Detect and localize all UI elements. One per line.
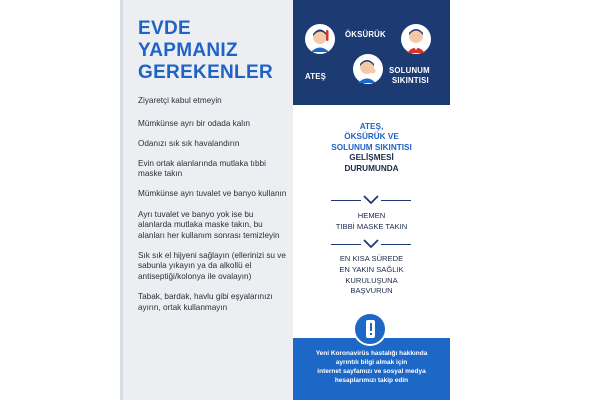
guideline-item: Tabak, bardak, havlu gibi eşyalarınızı ayırın, ortak kullanmayın bbox=[138, 292, 273, 312]
title-line: EVDE bbox=[138, 18, 191, 39]
breathing-label-line2: SIKINTISI bbox=[392, 76, 429, 85]
guideline-list bbox=[138, 96, 288, 323]
guideline-item: Ziyaretçi kabul etmeyin bbox=[138, 96, 222, 105]
title-line: YAPMANIZ bbox=[138, 40, 238, 61]
condition-line: ATEŞ, bbox=[359, 122, 384, 131]
breathing-label-line1: SOLUNUM bbox=[389, 66, 430, 75]
action-line: BAŞVURUN bbox=[350, 286, 393, 296]
divider-right bbox=[381, 200, 411, 201]
info-text bbox=[303, 349, 440, 385]
condition-line: SOLUNUM SIKINTISI bbox=[331, 142, 412, 152]
divider-right bbox=[381, 244, 411, 245]
warning-box bbox=[366, 320, 375, 338]
warning-icon bbox=[353, 312, 387, 346]
home-guidelines-panel bbox=[120, 0, 293, 400]
poster bbox=[120, 0, 450, 400]
guideline-item: Mümkünse ayrı bir odada kalın bbox=[138, 118, 250, 128]
info-line: hesaplarımızı takip edin bbox=[334, 377, 409, 384]
condition-line: DURUMUNDA bbox=[344, 163, 399, 173]
action-mask bbox=[303, 211, 440, 233]
condition-line: ÖKSÜRÜK VE bbox=[344, 132, 399, 142]
condition-line: GELİŞMESİ bbox=[349, 153, 394, 163]
guideline-item: Sık sık el hijyeni sağlayın (ellerinizi su ve sabunla yıkayın ya da alkollü el antiseptiği/kolonya ile ovalayın) bbox=[138, 250, 286, 282]
panel-title bbox=[138, 18, 288, 84]
symptoms-panel bbox=[293, 0, 450, 400]
action-visit bbox=[303, 254, 440, 297]
symptoms-header bbox=[293, 0, 450, 105]
breathing-icon bbox=[401, 24, 431, 54]
divider-left bbox=[331, 200, 361, 201]
warning-dot bbox=[370, 333, 372, 335]
action-line: HEMEN bbox=[357, 211, 386, 220]
guideline-item: Mümkünse ayrı tuvalet ve banyo kullanın bbox=[138, 189, 287, 199]
action-line: TIBBİ MASKE TAKIN bbox=[335, 221, 408, 231]
guideline-item: Evin ortak alanlarında mutlaka tıbbi maske takın bbox=[138, 158, 266, 179]
fever-label: ATEŞ bbox=[305, 72, 327, 81]
title-line: GEREKENLER bbox=[138, 62, 273, 83]
action-line: EN YAKIN SAĞLIK bbox=[339, 264, 404, 274]
cough-icon bbox=[353, 54, 383, 84]
warning-bar bbox=[370, 323, 372, 331]
info-line: internet sayfamızı ve sosyal medya bbox=[317, 368, 426, 375]
chevron-down-icon bbox=[363, 239, 379, 249]
info-line: ayrıntılı bilgi almak için bbox=[335, 359, 408, 366]
action-line: EN KISA SÜREDE bbox=[339, 254, 404, 263]
info-line: Yeni Koronavirüs hastalığı hakkında bbox=[315, 350, 428, 357]
cough-label: ÖKSÜRÜK bbox=[345, 30, 386, 39]
condition-text bbox=[303, 122, 440, 174]
panel-edge bbox=[120, 0, 123, 400]
fever-icon bbox=[305, 24, 335, 54]
divider-left bbox=[331, 244, 361, 245]
guideline-item: Odanızı sık sık havalandırın bbox=[138, 138, 240, 148]
action-line: KURULUŞUNA bbox=[345, 275, 398, 285]
chevron-down-icon bbox=[363, 195, 379, 205]
guideline-item: Ayrı tuvalet ve banyo yok ise bu alanlarda mutlaka maske takın, bu alanları her kullanım sonrası temizleyin bbox=[138, 209, 280, 240]
